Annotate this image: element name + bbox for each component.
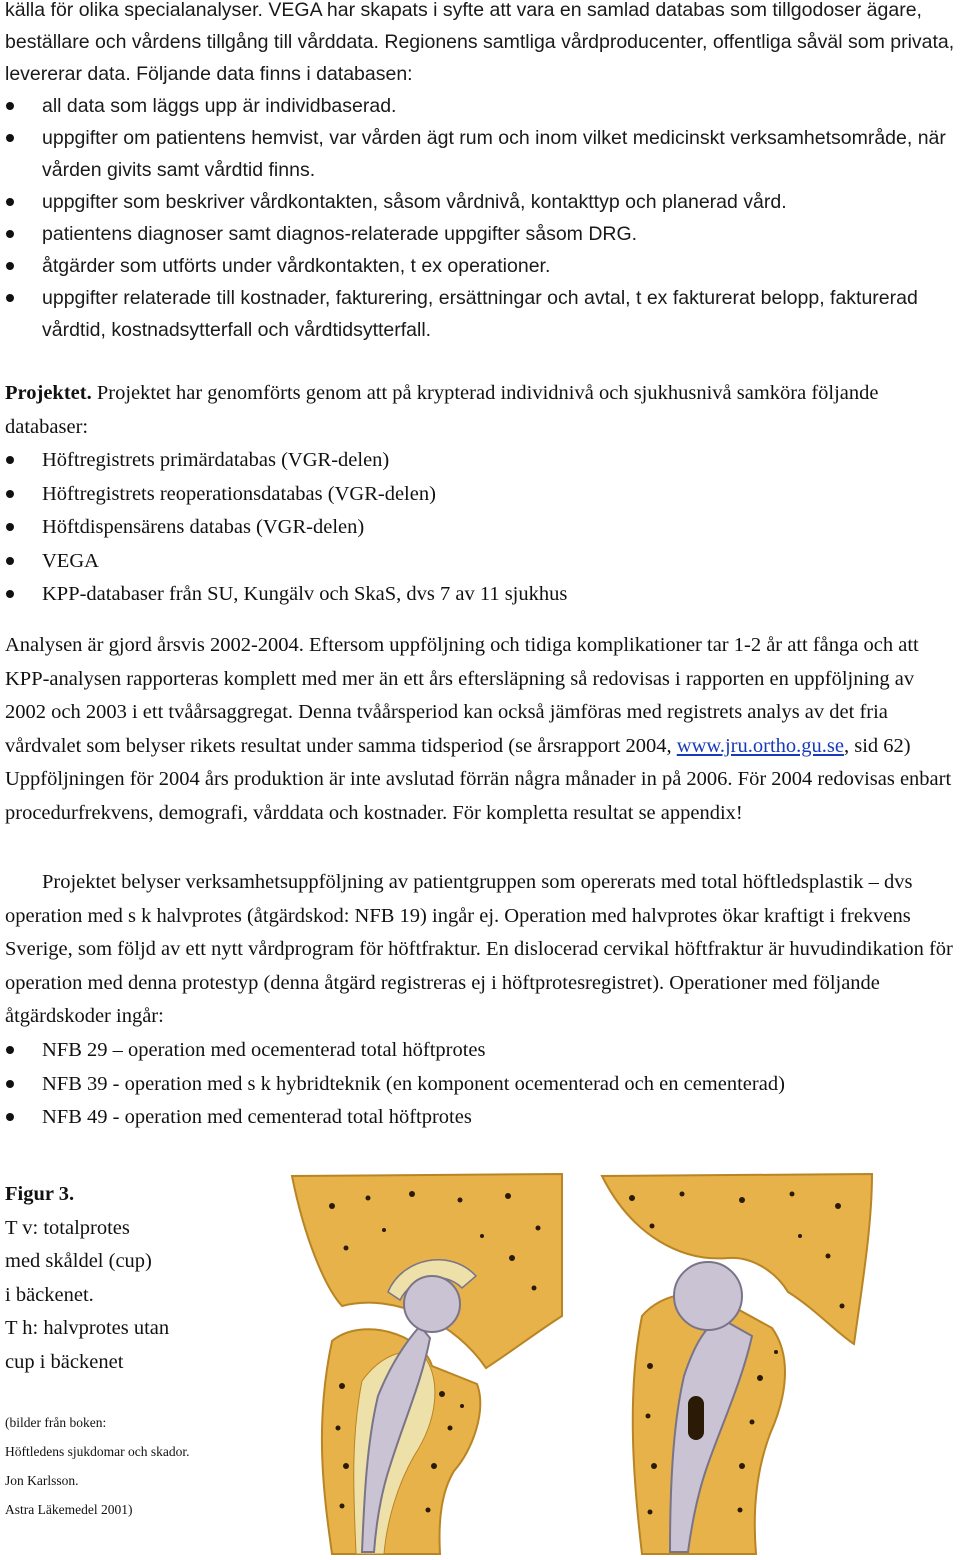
analys-paragraph <box>5 629 955 830</box>
caption-line: med skåldel (cup) <box>5 1250 152 1272</box>
analys-text-2: , sid 62) Uppföljningen för 2004 års produktion är inte avslutad förrän några månader in på 2006. För 2004 redovisas enbart procedurfrekvens, demografi, vårddata och kostnader. För kompletta resultat se appendix! <box>5 734 952 824</box>
list-item: NFB 39 - operation med s k hybridteknik (en komponent ocementerad och en cementerad) <box>0 1068 955 1102</box>
list-item: Höftregistrets primärdatabas (VGR-delen) <box>0 444 955 478</box>
analys-text-1: Analysen är gjord årsvis 2002-2004. Eftersom uppföljning och tidiga komplikationer tar 1-2 år att fånga och att KPP-analysen rapporteras komplett med mer än ett års eftersläpning så redovisas i rapporten en uppföljning av 2002 och 2003 i ett tvåårsaggregat. Denna tvåårsperiod kan också jämföras med registrets analys av det fria vårdvalet som belyser rikets resultat under samma tidsperiod (se årsrapport 2004, <box>5 634 919 757</box>
source-line: (bilder från boken: <box>5 1415 107 1430</box>
list-item: patientens diagnoser samt diagnos-relaterade uppgifter såsom DRG. <box>0 218 955 250</box>
caption-line: T h: halvprotes utan <box>5 1317 170 1339</box>
source-line: Höftledens sjukdomar och skador. <box>5 1444 190 1459</box>
list-item: NFB 49 - operation med cementerad total höftprotes <box>0 1101 955 1135</box>
list-item: NFB 29 – operation med ocementerad total höftprotes <box>0 1034 955 1068</box>
list-item: åtgärder som utförts under vårdkontakten, t ex operationer. <box>0 250 955 282</box>
stem-window <box>688 1396 704 1440</box>
figure-label: Figur 3. <box>5 1183 75 1205</box>
caption-line: cup i bäckenet <box>5 1350 124 1373</box>
projekt-text: Projektet har genomförts genom att på krypterad individnivå och sjukhusnivå samköra följande databaser: <box>5 382 879 438</box>
list-item: all data som läggs upp är individbaserad. <box>0 90 955 122</box>
procedure-bullet-list <box>0 1034 955 1135</box>
list-item: uppgifter relaterade till kostnader, fakturering, ersättningar och avtal, t ex fakturerat belopp, fakturerad vårdtid, kostnadsytterfall och vårdtidsytterfall. <box>0 282 955 346</box>
projekt-heading: Projektet. <box>5 382 92 404</box>
source-line: Jon Karlsson. <box>5 1473 79 1488</box>
database-bullet-list <box>0 444 955 612</box>
caption-line: T v: totalprotes <box>5 1216 130 1239</box>
list-item: uppgifter om patientens hemvist, var vården ägt rum och inom vilket medicinskt verksamhetsområde, när vården givits samt vårdtid finns. <box>0 122 955 186</box>
list-item: Höftdispensärens databas (VGR-delen) <box>0 511 955 545</box>
femoral-head <box>404 1276 460 1332</box>
list-item: KPP-databaser från SU, Kungälv och SkaS, dvs 7 av 11 sjukhus <box>0 578 955 612</box>
source-line: Astra Läkemedel 2001) <box>5 1502 133 1517</box>
projekt-paragraph <box>5 377 955 444</box>
half-prosthesis-illustration <box>592 1166 892 1556</box>
belyser-paragraph: Projektet belyser verksamhetsuppföljning av patientgruppen som opererats med total höftledsplastik – dvs operation med s k halvprotes (åtgärdskod: NFB 19) ingår ej. Operation med halvprotes ökar kraftigt i frekvens Sverige, som följd av ett nytt vårdprogram för höftfraktur. En dislocerad cervikal höftfraktur är huvudindikation för operation med denna protestyp (denna åtgärd registreras ej i höftprotesregistret). Operationer med följande åtgärdskoder ingår: <box>5 871 953 1027</box>
list-item: uppgifter som beskriver vårdkontakten, såsom vårdnivå, kontakttyp och planerad vård. <box>0 186 955 218</box>
caption-line: i bäckenet. <box>5 1283 94 1306</box>
figure-caption <box>5 1178 255 1379</box>
intro-paragraph: källa för olika specialanalyser. VEGA har skapats i syfte att vara en samlad databas som tillgodoser ägare, beställare och vårdens tillgång till vårddata. Regionens samtliga vårdproducenter, offentliga såväl som privata, levererar data. Följande data finns i databasen: <box>5 0 955 85</box>
jru-link[interactable]: www.jru.ortho.gu.se <box>676 734 844 757</box>
total-prosthesis-illustration <box>272 1166 572 1556</box>
list-item: VEGA <box>0 545 955 579</box>
figure-source <box>5 1408 255 1524</box>
femoral-head <box>674 1262 742 1330</box>
list-item: Höftregistrets reoperationsdatabas (VGR-delen) <box>0 478 955 512</box>
intro-bullet-list <box>0 90 955 346</box>
